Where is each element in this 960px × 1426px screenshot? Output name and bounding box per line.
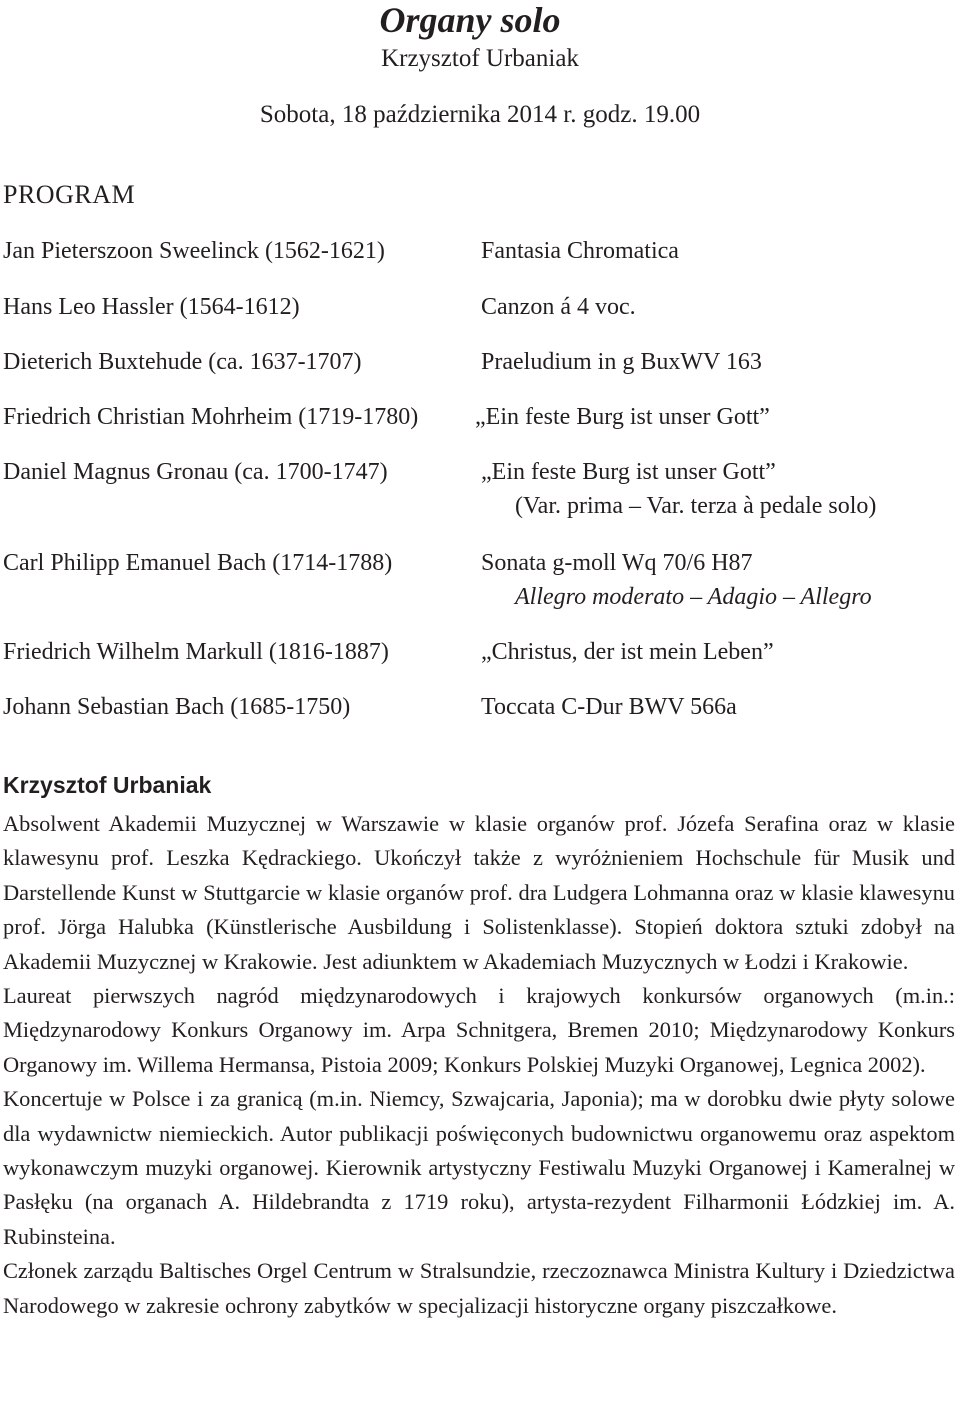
bio-paragraph: Koncertuje w Polsce i za granicą (m.in. Niemcy, Szwajcaria, Japonia); ma w dorobku dwie płyty solowe dla wydawnictw niemieckich. Autor publikacji poświęconych budownictwu organowemu oraz aspektom wykonawczym muzyki organowej. Kierownik artystyczny Festiwalu Muzyki Organowej i Kameralnej w Pasłęku (na organach A. Hildebrandta z 1719 roku), artysta-rezydent Filharmonii Łódzkiej im. A. Rubinsteina.	[3, 1086, 955, 1249]
performer-name: Krzysztof Urbaniak	[381, 45, 579, 72]
program-work: „Ein feste Burg ist unser Gott”	[481, 459, 776, 485]
program-composer: Friedrich Wilhelm Markull (1816-1887)	[3, 639, 389, 665]
concert-date: Sobota, 18 października 2014 r. godz. 19.00	[259, 101, 701, 128]
program-work: Toccata C-Dur BWV 566a	[481, 694, 737, 720]
page-title: Organy solo	[379, 0, 561, 40]
program-work-movements: Allegro moderato – Adagio – Allegro	[515, 584, 872, 610]
program-composer: Jan Pieterszoon Sweelinck (1562-1621)	[3, 238, 385, 264]
bio-paragraph: Członek zarządu Baltisches Orgel Centrum w Stralsundzie, rzeczoznawca Ministra Kultury i Dziedzictwa Narodowego w zakresie ochrony zabytków w specjalizacji historyczne organy piszczałkowe.	[3, 1258, 955, 1318]
program-work: Canzon á 4 voc.	[481, 294, 636, 320]
bio-paragraph: Absolwent Akademii Muzycznej w Warszawie w klasie organów prof. Józefa Serafina oraz w klasie klawesynu prof. Leszka Kędrackiego. Ukończył także z wyróżnieniem Hochschule für Musik und Darstellende Kunst w Stuttgarcie w klasie organów prof. dra Ludgera Lohmanna oraz w klasie klawesynu prof. Jörga Halubka (Künstlerische Ausbildung i Solistenklasse). Stopień doktora sztuki zdobył na Akademii Muzycznej w Krakowie. Jest adiunktem w Akademiach Muzycznych w Łodzi i Krakowie.	[3, 811, 955, 974]
program-work-detail: (Var. prima – Var. terza à pedale solo)	[515, 493, 877, 519]
program-composer: Daniel Magnus Gronau (ca. 1700-1747)	[3, 459, 388, 485]
program-composer: Hans Leo Hassler (1564-1612)	[3, 294, 300, 320]
program-heading: PROGRAM	[3, 180, 136, 209]
program-composer: Friedrich Christian Mohrheim (1719-1780)	[3, 404, 419, 430]
bio-paragraph: Laureat pierwszych nagród międzynarodowych i krajowych konkursów organowych (m.in.: Międzynarodowy Konkurs Organowy im. Arpa Schnitgera, Bremen 2010; Międzynarodowy Konkurs Organowy im. Willema Hermansa, Pistoia 2009; Konkurs Polskiej Muzyki Organowej, Legnica 2002).	[3, 983, 955, 1077]
program-composer: Dieterich Buxtehude (ca. 1637-1707)	[3, 349, 362, 375]
program-work: „Christus, der ist mein Leben”	[481, 639, 774, 665]
program-composer: Carl Philipp Emanuel Bach (1714-1788)	[3, 550, 393, 576]
program-work: Praeludium in g BuxWV 163	[481, 349, 762, 375]
program-work: Sonata g-moll Wq 70/6 H87	[481, 550, 753, 576]
program-work: „Ein feste Burg ist unser Gott”	[475, 404, 770, 430]
program-work: Fantasia Chromatica	[481, 238, 679, 264]
bio-text	[3, 807, 955, 1323]
program-work-block	[481, 455, 876, 523]
bio-heading: Krzysztof Urbaniak	[3, 772, 212, 798]
program-work-block	[481, 546, 872, 614]
program-composer: Johann Sebastian Bach (1685-1750)	[3, 694, 351, 720]
